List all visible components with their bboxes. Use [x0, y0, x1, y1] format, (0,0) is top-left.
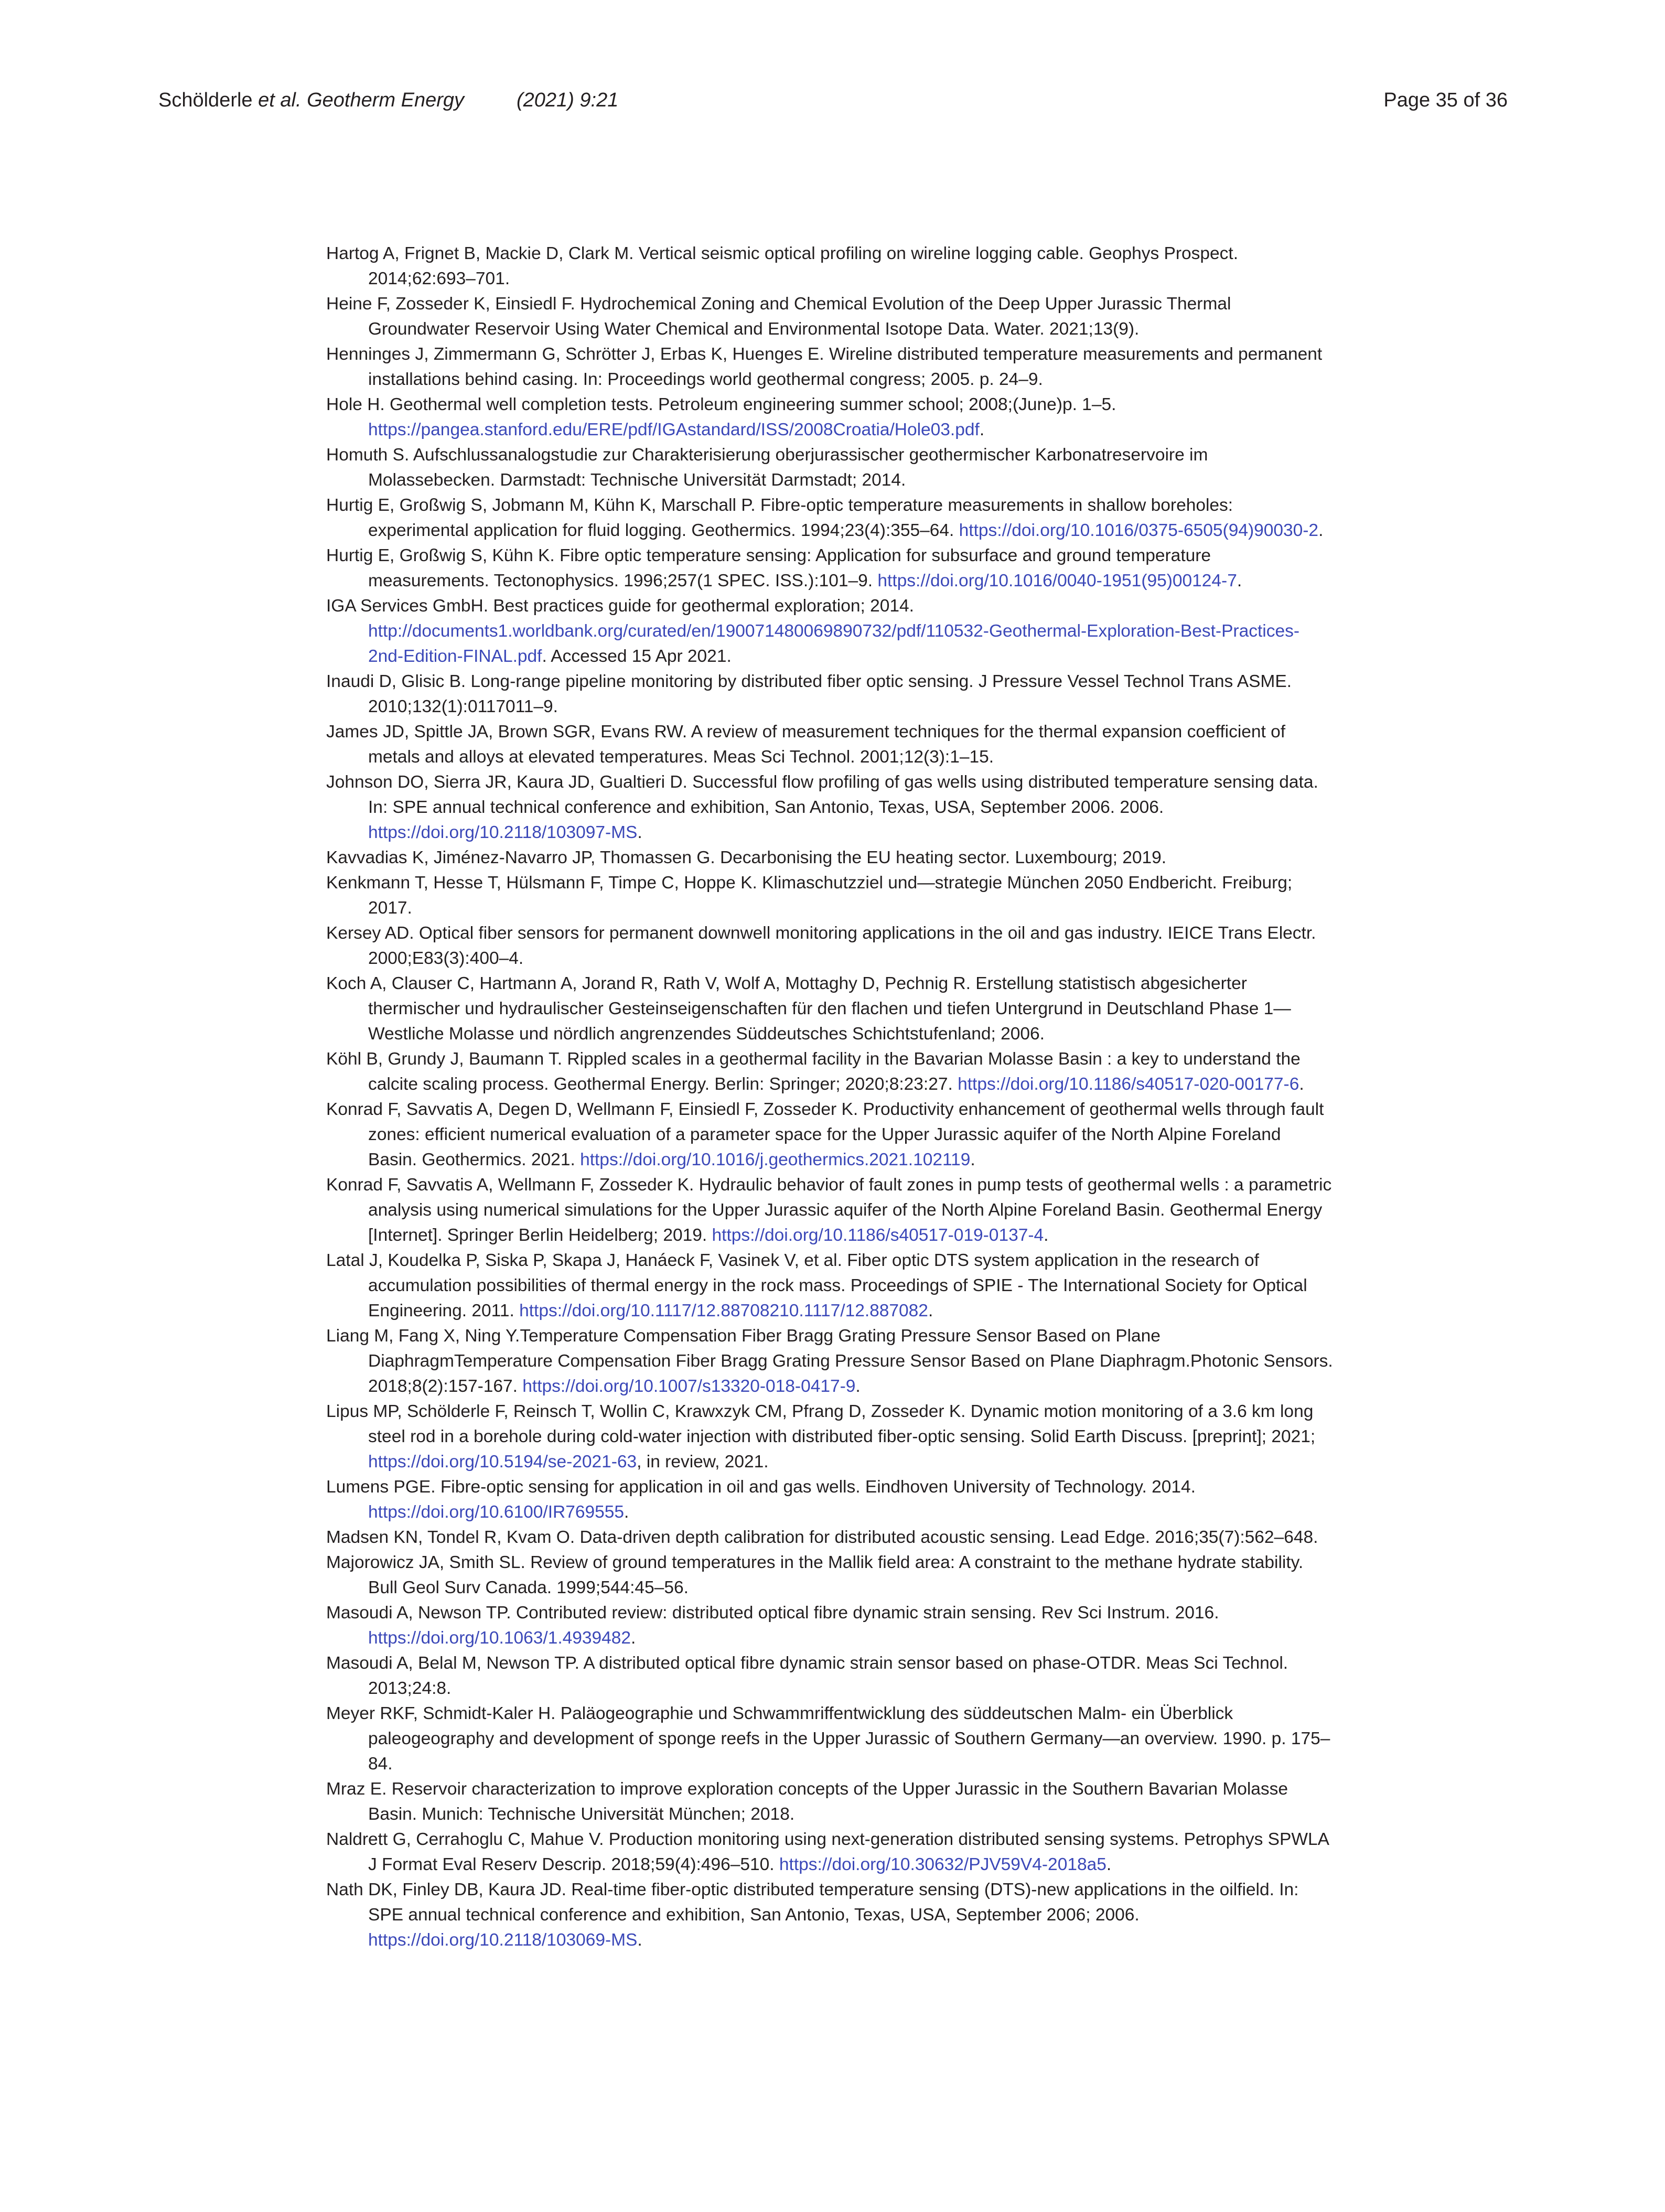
- reference-item: [326, 921, 1333, 971]
- reference-item: [326, 594, 1333, 669]
- reference-item: [326, 1777, 1333, 1827]
- reference-text: Koch A, Clauser C, Hartmann A, Jorand R, Rath V, Wolf A, Mottaghy D, Pechnig R. Erstellung statistisch abgesicherter thermischer und hydraulischer Gesteinseigenschaften für den flachen und tiefen Untergrund in Deutschland Phase 1—Westliche Molasse und nördlich angrenzendes Süddeutsches Schichtstufenland; 2006.: [326, 974, 1291, 1044]
- reference-link[interactable]: https://doi.org/10.1007/s13320-018-0417-9: [522, 1377, 856, 1396]
- reference-text: Mraz E. Reservoir characterization to improve exploration concepts of the Upper Jurassic in the Southern Bavarian Molasse Basin. Munich: Technische Universität München; 2018.: [326, 1779, 1288, 1824]
- running-head-journal: Geotherm Energy: [307, 89, 464, 111]
- reference-link[interactable]: https://doi.org/10.2118/103097-MS: [368, 823, 638, 842]
- running-head-year-volume: (2021) 9:21: [517, 89, 619, 111]
- reference-text: Masoudi A, Belal M, Newson TP. A distributed optical fibre dynamic strain sensor based on phase-OTDR. Meas Sci Technol. 2013;24:8.: [326, 1653, 1288, 1698]
- reference-item: [326, 669, 1333, 720]
- reference-list: [326, 241, 1333, 1953]
- reference-text: Johnson DO, Sierra JR, Kaura JD, Gualtieri D. Successful flow profiling of gas wells using distributed temperature sensing data. In: SPE annual technical conference and exhibition, San Antonio, Texas, USA, September 2006. 2006.: [326, 772, 1318, 817]
- reference-text: Kenkmann T, Hesse T, Hülsmann F, Timpe C, Hoppe K. Klimaschutzziel und—strategie München 2050 Endbericht. Freiburg; 2017.: [326, 873, 1293, 918]
- reference-item: [326, 1399, 1333, 1475]
- reference-text: Lipus MP, Schölderle F, Reinsch T, Wollin C, Krawxzyk CM, Pfrang D, Zosseder K. Dynamic motion monitoring of a 3.6 km long steel rod in a borehole during cold-water injection with distributed fiber-optic sensing. Solid Earth Discuss. [preprint]; 2021;: [326, 1402, 1316, 1446]
- reference-item: [326, 1248, 1333, 1324]
- reference-text: Konrad F, Savvatis A, Wellmann F, Zosseder K. Hydraulic behavior of fault zones in pump tests of geothermal wells : a parametric analysis using numerical simulations for the Upper Jurassic aquifer of the North Alpine Foreland Basin. Geothermal Energy [Internet]. Springer Berlin Heidelberg; 2019.: [326, 1175, 1332, 1245]
- reference-item: [326, 1324, 1333, 1399]
- reference-item: [326, 1601, 1333, 1651]
- reference-link[interactable]: https://doi.org/10.30632/PJV59V4-2018a5: [779, 1855, 1107, 1874]
- reference-item: [326, 720, 1333, 770]
- reference-link[interactable]: https://doi.org/10.1063/1.4939482: [368, 1628, 631, 1648]
- reference-link[interactable]: https://doi.org/10.1016/0040-1951(95)00124-7: [877, 571, 1237, 590]
- reference-item: [326, 443, 1333, 493]
- reference-link[interactable]: https://doi.org/10.1016/j.geothermics.2021.102119: [580, 1150, 971, 1169]
- reference-item: [326, 493, 1333, 543]
- reference-text: Hole H. Geothermal well completion tests. Petroleum engineering summer school; 2008;(June)p. 1–5.: [326, 395, 1116, 414]
- page-number: Page 35 of 36: [1383, 89, 1508, 111]
- reference-link[interactable]: https://doi.org/10.6100/IR769555: [368, 1502, 624, 1522]
- reference-suffix: .: [624, 1502, 629, 1522]
- reference-text: Lumens PGE. Fibre-optic sensing for application in oil and gas wells. Eindhoven University of Technology. 2014.: [326, 1477, 1196, 1497]
- reference-text: Inaudi D, Glisic B. Long-range pipeline monitoring by distributed fiber optic sensing. J Pressure Vessel Technol Trans ASME. 2010;132(1):0117011–9.: [326, 672, 1292, 716]
- reference-item: [326, 1475, 1333, 1525]
- reference-suffix: .: [1044, 1226, 1049, 1245]
- reference-text: Naldrett G, Cerrahoglu C, Mahue V. Production monitoring using next-generation distributed sensing systems. Petrophys SPWLA J Format Eval Reserv Descrip. 2018;59(4):496–510.: [326, 1830, 1329, 1874]
- reference-link[interactable]: https://doi.org/10.2118/103069-MS: [368, 1930, 638, 1950]
- reference-item: [326, 292, 1333, 342]
- reference-link[interactable]: https://doi.org/10.1117/12.88708210.1117/12.887082: [519, 1301, 928, 1320]
- reference-text: Henninges J, Zimmermann G, Schrötter J, Erbas K, Huenges E. Wireline distributed temperature measurements and permanent installations behind casing. In: Proceedings world geothermal congress; 2005. p. 24–9.: [326, 345, 1323, 389]
- reference-text: Nath DK, Finley DB, Kaura JD. Real-time fiber-optic distributed temperature sensing (DTS)-new applications in the oilfield. In: SPE annual technical conference and exhibition, San Antonio, Texas, USA, September 2006; 2006.: [326, 1880, 1299, 1925]
- reference-text: Hurtig E, Großwig S, Jobmann M, Kühn K, Marschall P. Fibre-optic temperature measurements in shallow boreholes: experimental application for fluid logging. Geothermics. 1994;23(4):355–64.: [326, 496, 1233, 540]
- reference-text: Heine F, Zosseder K, Einsiedl F. Hydrochemical Zoning and Chemical Evolution of the Deep Upper Jurassic Thermal Groundwater Reservoir Using Water Chemical and Environmental Isotope Data. Water. 2021;13(9).: [326, 294, 1231, 339]
- reference-item: [326, 1827, 1333, 1877]
- reference-item: [326, 241, 1333, 292]
- reference-item: [326, 1525, 1333, 1550]
- reference-suffix: .: [631, 1628, 636, 1648]
- reference-text: Hartog A, Frignet B, Mackie D, Clark M. Vertical seismic optical profiling on wireline logging cable. Geophys Prospect. 2014;62:693–701.: [326, 244, 1239, 288]
- reference-text: Kavvadias K, Jiménez-Navarro JP, Thomassen G. Decarbonising the EU heating sector. Luxembourg; 2019.: [326, 848, 1167, 867]
- reference-link[interactable]: https://doi.org/10.1016/0375-6505(94)90030-2: [959, 521, 1319, 540]
- reference-item: [326, 392, 1333, 443]
- reference-item: [326, 971, 1333, 1047]
- running-head: [158, 89, 618, 112]
- page-header: [158, 89, 1508, 121]
- reference-link[interactable]: https://doi.org/10.1186/s40517-020-00177-6: [958, 1075, 1299, 1094]
- reference-suffix: .: [1237, 571, 1242, 590]
- reference-link[interactable]: https://doi.org/10.1186/s40517-019-0137-4: [712, 1226, 1044, 1245]
- reference-text: Konrad F, Savvatis A, Degen D, Wellmann F, Einsiedl F, Zosseder K. Productivity enhancement of geothermal wells through fault zones: efficient numerical evaluation of a parameter space for the Upper Jurassic aquifer of the North Alpine Foreland Basin. Geothermics. 2021.: [326, 1100, 1324, 1169]
- reference-text: Masoudi A, Newson TP. Contributed review: distributed optical fibre dynamic strain sensing. Rev Sci Instrum. 2016.: [326, 1603, 1219, 1623]
- reference-text: Kersey AD. Optical fiber sensors for permanent downwell monitoring applications in the oil and gas industry. IEICE Trans Electr. 2000;E83(3):400–4.: [326, 924, 1316, 968]
- reference-item: [326, 871, 1333, 921]
- reference-item: [326, 1047, 1333, 1097]
- reference-item: [326, 342, 1333, 392]
- reference-item: [326, 1173, 1333, 1248]
- reference-link[interactable]: https://pangea.stanford.edu/ERE/pdf/IGAstandard/ISS/2008Croatia/Hole03.pdf: [368, 420, 980, 439]
- reference-suffix: .: [1318, 521, 1324, 540]
- running-head-authors: Schölderle: [158, 89, 259, 111]
- reference-item: [326, 845, 1333, 871]
- reference-text: Meyer RKF, Schmidt-Kaler H. Paläogeographie und Schwammriffentwicklung des süddeutschen Malm- ein Überblick paleogeography and development of sponge reefs in the Upper Jurassic of Southern Germany—an overview. 1990. p. 175–84.: [326, 1704, 1330, 1774]
- reference-suffix: , in review, 2021.: [637, 1452, 769, 1472]
- reference-text: Homuth S. Aufschlussanalogstudie zur Charakterisierung oberjurassischer geothermischer Karbonatreservoire im Molassebecken. Darmstadt: Technische Universität Darmstadt; 2014.: [326, 445, 1208, 490]
- reference-suffix: .: [637, 1930, 642, 1950]
- reference-suffix: .: [970, 1150, 975, 1169]
- reference-item: [326, 1550, 1333, 1601]
- reference-item: [326, 770, 1333, 845]
- running-head-etal: et al.: [258, 89, 307, 111]
- reference-text: Hurtig E, Großwig S, Kühn K. Fibre optic temperature sensing: Application for subsurface and ground temperature measurements. Tectonophysics. 1996;257(1 SPEC. ISS.):101–9.: [326, 546, 1211, 590]
- reference-suffix: .: [1106, 1855, 1112, 1874]
- reference-text: Köhl B, Grundy J, Baumann T. Rippled scales in a geothermal facility in the Bavarian Molasse Basin : a key to understand the calcite scaling process. Geothermal Energy. Berlin: Springer; 2020;8:23:27.: [326, 1049, 1301, 1094]
- reference-item: [326, 1701, 1333, 1777]
- reference-text: James JD, Spittle JA, Brown SGR, Evans RW. A review of measurement techniques for the thermal expansion coefficient of metals and alloys at elevated temperatures. Meas Sci Technol. 2001;12(3):1–15.: [326, 722, 1286, 767]
- reference-link[interactable]: http://documents1.worldbank.org/curated/en/190071480069890732/pdf/110532-Geothermal-Exploration-Best-Practices-2nd-Edition-FINAL.pdf: [368, 621, 1299, 666]
- reference-text: IGA Services GmbH. Best practices guide for geothermal exploration; 2014.: [326, 596, 914, 616]
- reference-item: [326, 1097, 1333, 1173]
- reference-suffix: . Accessed 15 Apr 2021.: [542, 647, 732, 666]
- reference-text: Liang M, Fang X, Ning Y.Temperature Compensation Fiber Bragg Grating Pressure Sensor Based on Plane DiaphragmTemperature Compensation Fiber Bragg Grating Pressure Sensor Based on Plane Diaphragm.Photonic Sensors. 2018;8(2):157-167.: [326, 1326, 1333, 1396]
- reference-item: [326, 1651, 1333, 1701]
- reference-suffix: .: [855, 1377, 861, 1396]
- reference-item: [326, 543, 1333, 594]
- reference-suffix: .: [928, 1301, 933, 1320]
- reference-text: Madsen KN, Tondel R, Kvam O. Data-driven depth calibration for distributed acoustic sensing. Lead Edge. 2016;35(7):562–648.: [326, 1528, 1318, 1547]
- reference-text: Latal J, Koudelka P, Siska P, Skapa J, Hanáeck F, Vasinek V, et al. Fiber optic DTS system application in the research of accumulation possibilities of thermal energy in the rock mass. Proceedings of SPIE - The International Society for Optical Engineering. 2011.: [326, 1251, 1307, 1320]
- reference-link[interactable]: https://doi.org/10.5194/se-2021-63: [368, 1452, 637, 1472]
- reference-suffix: .: [1299, 1075, 1304, 1094]
- reference-item: [326, 1877, 1333, 1953]
- reference-text: Majorowicz JA, Smith SL. Review of ground temperatures in the Mallik field area: A constraint to the methane hydrate stability. Bull Geol Surv Canada. 1999;544:45–56.: [326, 1553, 1304, 1597]
- reference-suffix: .: [979, 420, 985, 439]
- reference-suffix: .: [637, 823, 642, 842]
